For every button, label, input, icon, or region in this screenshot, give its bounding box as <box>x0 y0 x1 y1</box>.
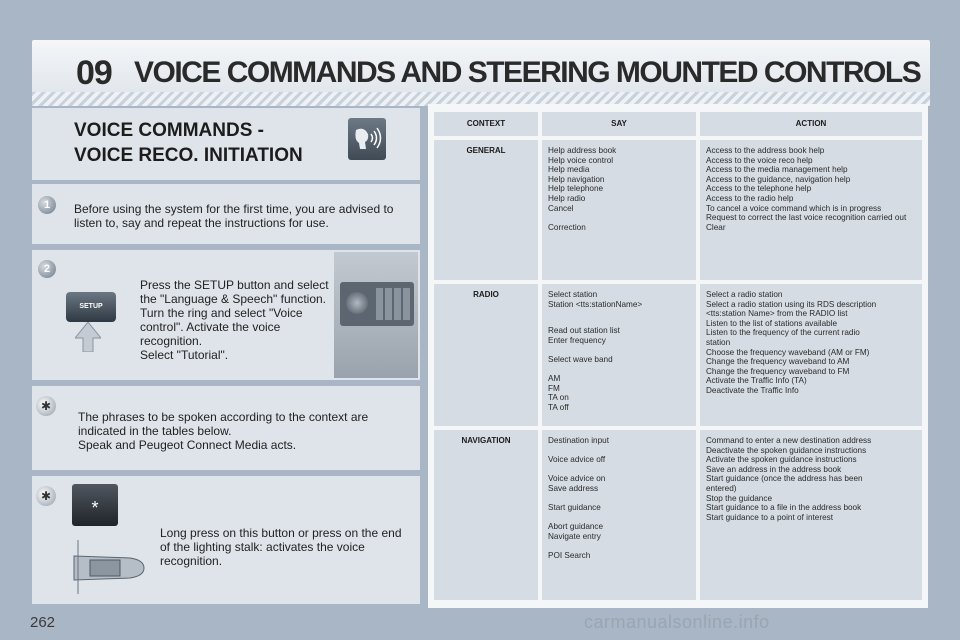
say-radio-bands: AM FM TA on TA off <box>548 374 569 412</box>
step-1-text: Before using the system for the first time, you are advised to listen to, say and repeat the instructions for use. <box>74 202 394 230</box>
section-title-line2: VOICE RECO. INITIATION <box>74 145 303 166</box>
action-radio-list: Select a radio station Select a radio station using its RDS description <tts:station Name> from the RADIO list Listen to the list of stations available Listen to the frequency of the current radio station Choose the frequency waveband (AM or FM) Change the frequency waveband to AM Change the frequency waveband to FM Activate the Traffic Info (TA) Deactivate the Traffic Info <box>706 290 877 395</box>
header-context: CONTEXT <box>466 119 506 128</box>
radio-keypad <box>376 288 410 320</box>
step-2-text: Press the SETUP button and select the "Language & Speech" function. Turn the ring and select "Voice control". Activate the voice recognition. Select "Tutorial". <box>140 278 329 362</box>
tip-1-text: The phrases to be spoken according to the context are indicated in the tables below. Speak and Peugeot Connect Media acts. <box>78 410 369 452</box>
say-radio <box>548 290 692 413</box>
arrow-up-icon <box>75 322 101 352</box>
page-number: 262 <box>30 614 56 631</box>
voice-speech-icon <box>348 118 386 160</box>
context-navigation: NAVIGATION <box>461 436 511 445</box>
header-action: ACTION <box>795 119 827 128</box>
say-radio-waveband: Select wave band <box>548 354 613 364</box>
chapter-number: 09 <box>76 54 112 92</box>
radio-context-cell <box>434 284 538 426</box>
say-general-list: Help address book Help voice control Help media Help navigation Help telephone Help radio Cancel <box>548 146 617 213</box>
radio-knob <box>346 292 368 314</box>
watermark: carmanualsonline.info <box>584 612 770 632</box>
step-1-badge: 1 <box>38 196 56 214</box>
section-title-line1: VOICE COMMANDS - <box>74 120 264 141</box>
say-nav-item: POI Search <box>548 551 591 561</box>
say-nav-item: Abort guidance Navigate entry <box>548 522 604 541</box>
say-general-correction: Correction <box>548 222 586 232</box>
say-nav-item: Voice advice on Save address <box>548 474 606 493</box>
tip-2-text: Long press on this button or press on the end of the lighting stalk: activates the voice recognition. <box>160 526 402 568</box>
say-general <box>548 146 692 232</box>
action-general <box>706 146 916 232</box>
action-radio <box>706 290 882 396</box>
action-general-list: Access to the address book help Access to the voice reco help Access to the media management help Access to the guidance, navigation help Access to the telephone help Access to the radio help To cancel a voice command which is in progress Request to correct the last voice recognition carried out Clear <box>706 146 907 232</box>
say-nav-item: Voice advice off <box>548 455 606 465</box>
context-general: GENERAL <box>466 146 506 155</box>
say-radio-read: Read out station list Enter frequency <box>548 326 620 345</box>
setup-button: SETUP <box>66 292 116 322</box>
action-navigation-list: Command to enter a new destination address Deactivate the spoken guidance instructions Activate the spoken guidance instructions Save an address in the address book Start guidance (once the address has been entered) Stop the guidance Start guidance to a file in the address book Start guidance to a point of interest <box>706 436 872 522</box>
steering-voice-button-image: * <box>72 484 118 526</box>
say-nav-item: Destination input <box>548 436 609 445</box>
say-nav-item: Start guidance <box>548 503 601 513</box>
navigation-context-cell <box>434 430 538 600</box>
general-context-cell <box>434 140 538 280</box>
lighting-stalk-image <box>70 536 148 598</box>
lightbulb-icon: ✱ <box>36 396 56 416</box>
radio-unit-image <box>334 252 418 378</box>
chapter-title: VOICE COMMANDS AND STEERING MOUNTED CONTROLS <box>134 56 921 89</box>
step-2-badge: 2 <box>38 260 56 278</box>
action-navigation <box>706 436 888 522</box>
say-radio-select: Select station Station <tts:stationName> <box>548 290 643 309</box>
say-navigation <box>548 436 692 561</box>
context-radio: RADIO <box>473 290 499 299</box>
lightbulb-icon: ✱ <box>36 486 56 506</box>
header-say: SAY <box>611 119 627 128</box>
